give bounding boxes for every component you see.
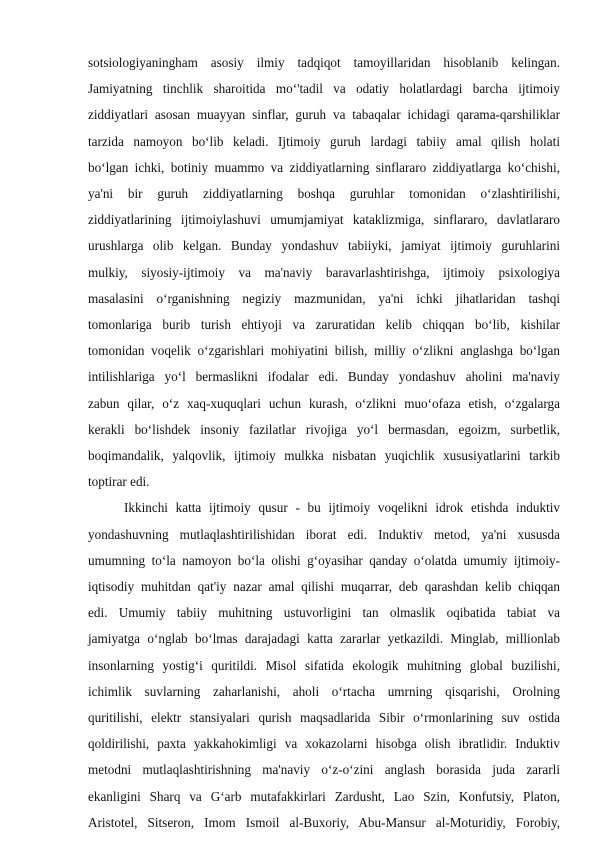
text-line: bo‘lgan ichki, botiniy muammo va ziddiyatlarning sinflararo ziddiyatlarga ko‘chishi,: [88, 159, 560, 175]
text-line: iqtisodiy muhitdan qat'iy nazar amal qilishi muqarrar, deb qarashdan kelib chiqqan: [88, 579, 560, 595]
text-line: yondashuvning mutlaqlashtirilishidan iborat edi. Induktiv metod, ya'ni xususda: [88, 526, 560, 542]
text-line: Aristotel, Sitseron, Imom Ismoil al-Buxoriy, Abu-Mansur al-Moturidiy, Forobiy,: [88, 814, 560, 830]
text-line: edi. Umumiy tabiiy muhitning ustuvorligini tan olmaslik oqibatida tabiat va: [88, 605, 560, 621]
paragraph-2: [88, 495, 560, 836]
text-line: tarzida namoyon bo‘lib keladi. Ijtimoiy guruh lardagi tabiiy amal qilish holati: [88, 133, 560, 149]
text-line: masalasini o‘rganishning negiziy mazmunidan, ya'ni ichki jihatlaridan tashqi: [88, 290, 560, 306]
text-line: toptirar edi.: [88, 474, 150, 490]
text-line: umumning to‘la namoyon bo‘la olishi g‘oyasihar qanday o‘olatda umumiy ijtimoiy-: [88, 552, 560, 568]
text-line: qoldirilishi, paxta yakkahokimligi va xokazolarni hisobga olish ibratlidir. Induktiv: [88, 736, 560, 752]
text-line: insonlarning yostig‘i quritildi. Misol sifatida ekologik muhitning global buzilishi,: [88, 657, 560, 673]
text-line: Jamiyatning tinchlik sharoitida mo‘'tadil va odatiy holatlardagi barcha ijtimoiy: [88, 81, 560, 97]
text-line: Ikkinchi katta ijtimoiy qusur - bu ijtimoiy voqelikni idrok etishda induktiv: [124, 500, 560, 516]
paragraph-1: [88, 50, 560, 495]
text-line: kerakli bo‘lishdek insoniy fazilatlar rivojiga yo‘l bermasdan, egoizm, surbetlik,: [88, 421, 560, 437]
text-line: tomonidan voqelik o‘zgarishlari mohiyatini bilish, milliy o‘zlikni anglashga bo‘lgan: [88, 343, 560, 359]
text-line: zabun qilar, o‘z xaq-xuquqlari uchun kurash, o‘zlikni muo‘ofaza etish, o‘zgalarga: [88, 395, 560, 411]
document-page: [88, 50, 560, 836]
text-line: quritilishi, elektr stansiyalari qurish maqsadlarida Sibir o‘rmonlarining suv ostida: [88, 710, 560, 726]
text-line: tomonlariga burib turish ehtiyoji va zaruratidan kelib chiqqan bo‘lib, kishilar: [88, 317, 560, 333]
text-line: sotsiologiyaningham asosiy ilmiy tadqiqot tamoyillaridan hisoblanib kelingan.: [88, 55, 560, 70]
text-line: urushlarga olib kelgan. Bunday yondashuv tabiiyki, jamiyat ijtimoiy guruhlarini: [88, 238, 560, 254]
text-line: boqimandalik, yalqovlik, ijtimoiy mulkka nisbatan yuqichlik xususiyatlarini tarkib: [88, 448, 560, 464]
text-line: ya'ni bir guruh ziddiyatlarning boshqa guruhlar tomonidan o‘zlashtirilishi,: [88, 186, 560, 202]
text-line: jamiyatga o‘nglab bo‘lmas darajadagi katta zararlar yetkazildi. Minglab, millionlab: [88, 631, 560, 647]
text-line: ichimlik suvlarning zaharlanishi, aholi o‘rtacha umrning qisqarishi, Orolning: [88, 683, 560, 699]
text-line: ekanligini Sharq va G‘arb mutafakkirlari Zardusht, Lao Szin, Konfutsiy, Platon,: [88, 788, 560, 804]
text-line: ziddiyatlarining ijtimoiylashuvi umumjamiyat kataklizmiga, sinflararo, davlatlararo: [88, 212, 560, 228]
text-line: ziddiyatlari asosan muayyan sinflar, guruh va tabaqalar ichidagi qarama-qarshiliklar: [88, 107, 560, 123]
text-line: intilishlariga yo‘l bermaslikni ifodalar edi. Bunday yondashuv aholini ma'naviy: [88, 369, 560, 385]
text-line: metodni mutlaqlashtirishning ma'naviy o‘z-o‘zini anglash borasida juda zararli: [88, 762, 560, 778]
text-line: mulkiy, siyosiy-ijtimoiy va ma'naviy baravarlashtirishga, ijtimoiy psixologiya: [88, 264, 560, 280]
